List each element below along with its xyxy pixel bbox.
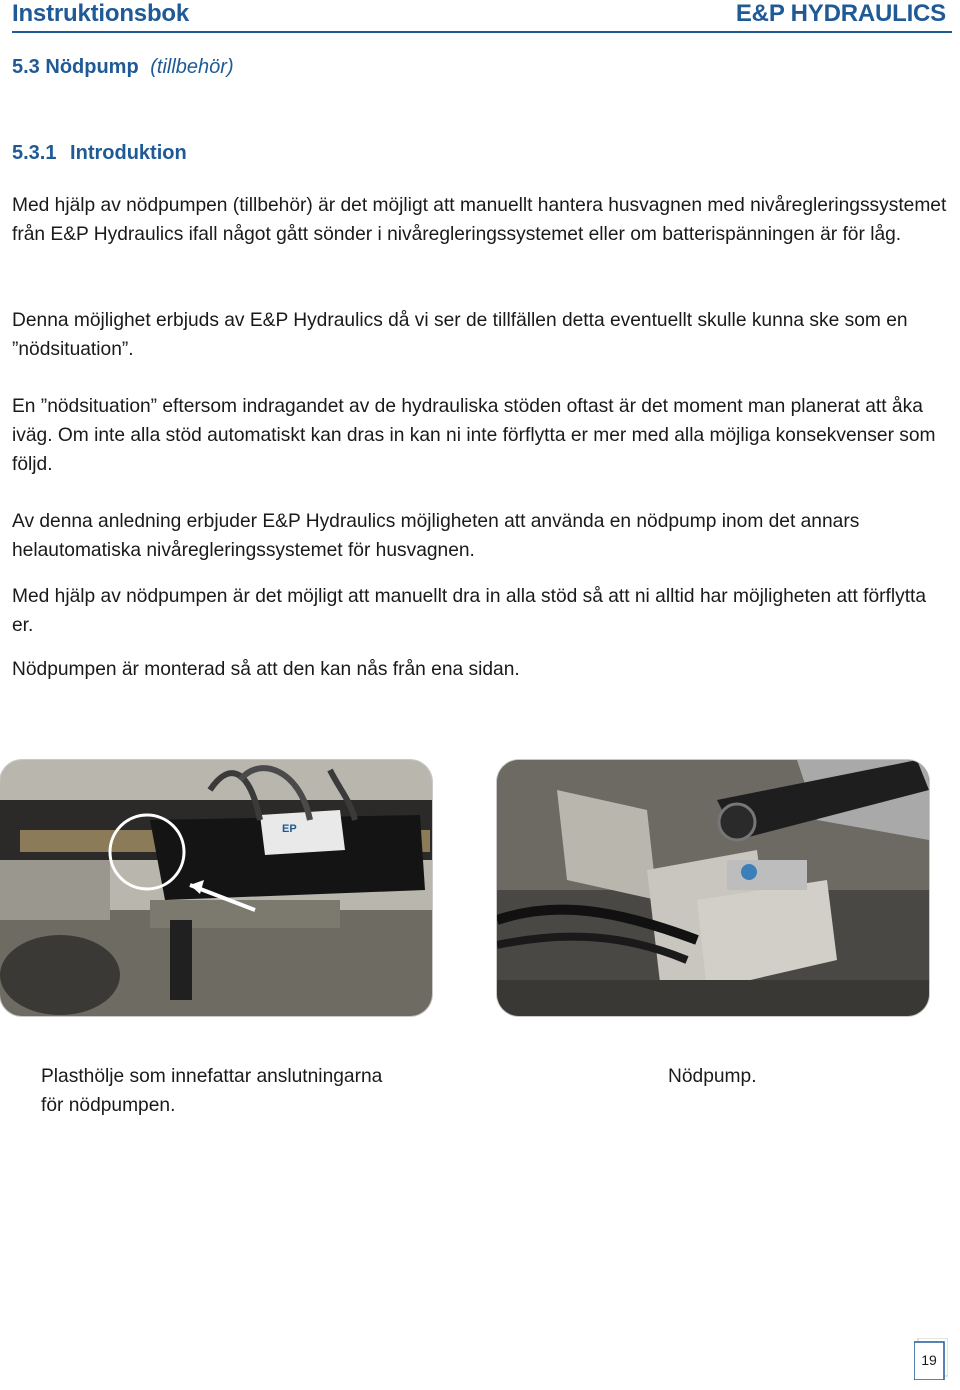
section-suffix: (tillbehör) [150,56,234,78]
document-title: Instruktionsbok [12,0,190,27]
brand-name: E&P HYDRAULICS [735,0,946,27]
photo-pump-illustration [497,760,929,1016]
subsection-heading [12,142,187,165]
caption-line: Plasthölje som innefattar anslutningarna [41,1066,383,1087]
header-divider [12,31,952,33]
photo-housing-illustration [0,760,432,1016]
section-number: 5.3 [12,56,40,78]
paragraph: Nödpumpen är monterad så att den kan nås från ena sidan. [12,659,520,680]
page-header [0,0,960,36]
photo-caption-pump [668,1062,928,1091]
section-title: Nödpump [45,56,139,78]
subsection-number: 5.3.1 [12,142,57,164]
paragraph: Denna möjlighet erbjuds av E&P Hydraulics då vi ser de tillfällen detta eventuellt skulle kunna ske som en ”nödsituation”. [12,310,908,360]
paragraph: Av denna anledning erbjuder E&P Hydraulics möjligheten att använda en nödpump inom det annars helautomatiska nivåregleringssystemet för husvagnen. [12,511,860,561]
page-number: 19 [921,1352,937,1368]
housing-brand-label: EP [282,823,297,835]
caption-line: för nödpumpen. [41,1095,176,1116]
subsection-title: Introduktion [70,142,187,164]
photo-housing [0,760,432,1016]
section-heading [12,56,234,79]
caption-line: Nödpump. [668,1066,757,1087]
page-number-box [914,1338,948,1380]
photo-caption-housing [41,1062,481,1120]
photo-pump [497,760,929,1016]
paragraph: En ”nödsituation” eftersom indragandet av de hydrauliska stöden oftast är det moment man planerat att åka iväg. Om inte alla stöd automatiskt kan dras in kan ni inte förflytta er mer med alla möjliga konsekvenser som följd. [12,396,936,475]
paragraph: Med hjälp av nödpumpen (tillbehör) är det möjligt att manuellt hantera husvagnen med nivåregleringssystemet från E&P Hydraulics ifall något gått sönder i nivåregleringssystemet eller om batterispänningen är för låg. [12,195,947,245]
paragraph: Med hjälp av nödpumpen är det möjligt att manuellt dra in alla stöd så att ni alltid har möjligheten att förflytta er. [12,586,927,636]
